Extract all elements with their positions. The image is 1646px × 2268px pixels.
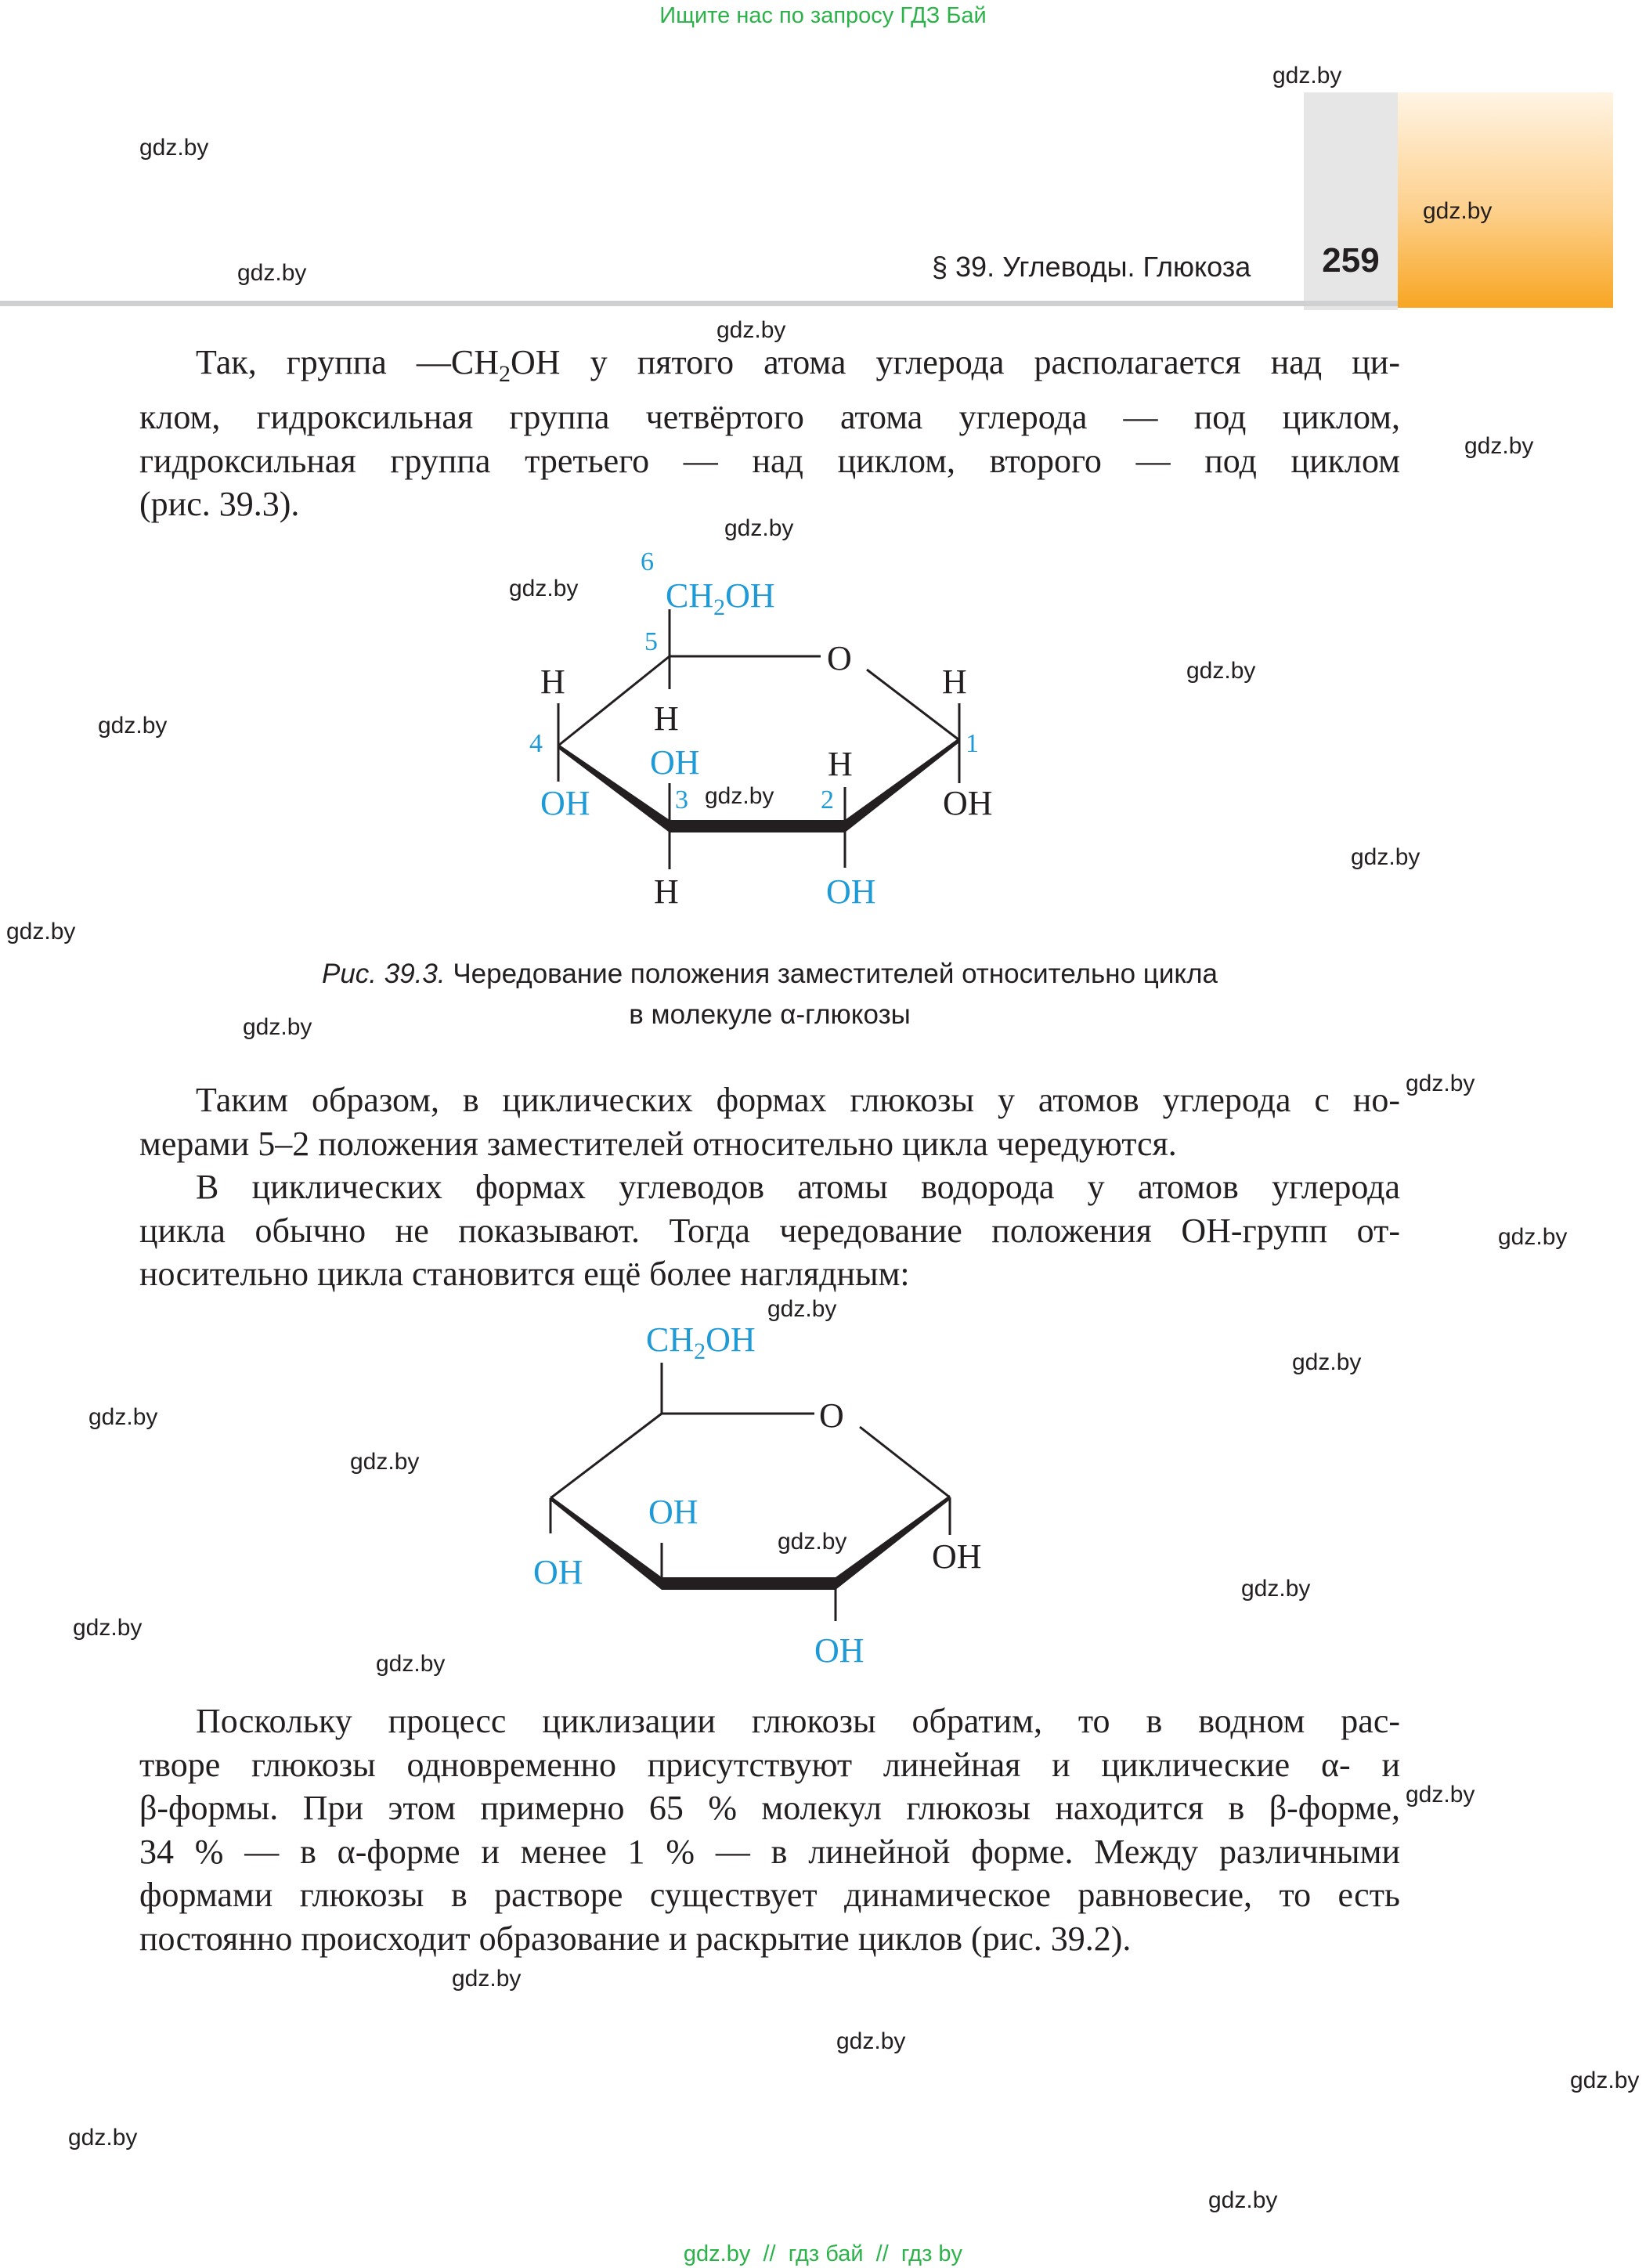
paragraph-1-line-2: клом, гидроксильная группа четвёртого атома углерода — под циклом, xyxy=(139,398,1400,437)
paragraph-3-line-1: В циклических формах углеводов атомы водорода у атомов углерода xyxy=(196,1168,1400,1206)
footer-links[interactable]: gdz.by // гдз бай // гдз by xyxy=(683,2241,963,2266)
paragraph-3-line-2: цикла обычно не показывают. Тогда чередование положения OH-групп от- xyxy=(139,1211,1400,1250)
h-c5-bottom: H xyxy=(654,699,679,738)
watermark: gdz.by xyxy=(724,515,794,541)
watermark: gdz.by xyxy=(1406,1782,1475,1808)
oh-c1: OH xyxy=(943,784,993,822)
watermark: gdz.by xyxy=(1406,1071,1475,1096)
watermark: gdz.by xyxy=(767,1296,837,1322)
watermark: gdz.by xyxy=(1241,1576,1311,1602)
oh-right: OH xyxy=(932,1537,982,1576)
paragraph-2-line-2: мерами 5–2 положения заместителей относительно цикла чередуются. xyxy=(139,1124,1177,1163)
carbon-number-5: 5 xyxy=(644,627,658,656)
section-title: § 39. Углеводы. Глюкоза xyxy=(932,251,1251,283)
oh-bottom: OH xyxy=(814,1631,865,1670)
watermark: gdz.by xyxy=(1292,1349,1362,1375)
watermark: gdz.by xyxy=(836,2028,906,2054)
watermark: gdz.by xyxy=(98,713,168,739)
h-c4-top: H xyxy=(540,663,565,701)
paragraph-4-line-2: творе глюкозы одновременно присутствуют линейная и циклические α- и xyxy=(139,1745,1400,1784)
watermark: gdz.by xyxy=(509,576,579,601)
watermark: gdz.by xyxy=(1208,2187,1278,2213)
watermark: gdz.by xyxy=(88,1404,158,1430)
paragraph-4 xyxy=(139,1699,1400,1960)
watermark: gdz.by xyxy=(6,919,76,944)
watermark: gdz.by xyxy=(139,135,209,161)
figure-glucose-simplified xyxy=(509,1316,1073,1684)
figure-alpha-glucose-structure xyxy=(509,533,1073,924)
h-c1-top: H xyxy=(942,663,967,701)
carbon-number-4: 4 xyxy=(529,729,543,758)
watermark: gdz.by xyxy=(68,2125,138,2151)
watermark: gdz.by xyxy=(376,1651,446,1677)
oh-c2: OH xyxy=(826,872,876,911)
paragraph-4-line-3: β-формы. При этом примерно 65 % молекул глюкозы находится в β-форме, xyxy=(139,1789,1400,1827)
watermark: gdz.by xyxy=(1351,844,1420,870)
paragraph-4-line-4: 34 % — в α-форме и менее 1 % — в линейной форме. Между различными xyxy=(139,1832,1400,1871)
paragraph-1 xyxy=(139,341,1400,526)
page-number: 259 xyxy=(1322,241,1380,280)
watermark: gdz.by xyxy=(237,260,307,286)
paragraph-4-line-1: Поскольку процесс циклизации глюкозы обратим, то в водном рас- xyxy=(196,1702,1400,1740)
formula-ch2oh: $—CH_2OH$ xyxy=(416,343,561,387)
watermark: gdz.by xyxy=(717,317,786,343)
carbon-number-1: 1 xyxy=(966,729,979,758)
caption-label: Рис. 39.3. xyxy=(322,959,446,989)
watermark: gdz.by xyxy=(350,1449,420,1475)
paragraph-4-line-5: формами глюкозы в растворе существует динамическое равновесие, то есть xyxy=(139,1876,1400,1914)
paragraph-1-line-4: (рис. 39.3). xyxy=(139,485,300,524)
carbon-number-3: 3 xyxy=(675,785,688,814)
oh-top-middle: OH xyxy=(648,1493,698,1531)
oh-left: OH xyxy=(533,1553,583,1591)
paragraph-3 xyxy=(139,1165,1400,1296)
watermark: gdz.by xyxy=(1423,198,1493,224)
watermark: gdz.by xyxy=(452,1966,522,1992)
h-c3-bottom: H xyxy=(654,872,679,911)
paragraph-4-line-6: постоянно происходит образование и раскрытие циклов (рис. 39.2). xyxy=(139,1919,1132,1958)
watermark: gdz.by xyxy=(73,1615,143,1641)
caption-line-1: Рис. 39.3. Чередование положения заместителей относительно цикла xyxy=(322,959,1218,989)
paragraph-3-line-3: носительно цикла становится ещё более наглядным: xyxy=(139,1255,910,1293)
paragraph-1-line-3: гидроксильная группа третьего — над циклом, второго — под циклом xyxy=(139,441,1400,480)
watermark: gdz.by xyxy=(1272,63,1342,88)
ring-oxygen: O xyxy=(827,639,852,677)
watermark: gdz.by xyxy=(1464,433,1534,459)
watermark: gdz.by xyxy=(1186,658,1256,684)
h-c2-top: H xyxy=(828,745,853,783)
oh-c4: OH xyxy=(540,784,590,822)
watermark: gdz.by xyxy=(1570,2068,1640,2093)
carbon-number-2: 2 xyxy=(821,785,834,814)
figure-caption xyxy=(139,954,1400,1035)
bold-bond-front xyxy=(662,1577,836,1590)
paragraph-2 xyxy=(139,1078,1400,1165)
paragraph-1-line-1: Так, группа $—CH_2OH$ у пятого атома углерода располагается над ци- xyxy=(196,343,1400,387)
watermark: gdz.by xyxy=(243,1014,312,1040)
header-divider xyxy=(0,301,1398,306)
ch2oh-group: $CH_2OH$ xyxy=(666,576,775,620)
watermark: gdz.by xyxy=(1498,1224,1568,1250)
caption-line-2: в молекуле α-глюкозы xyxy=(629,999,911,1030)
ch2oh-group: $CH_2OH$ xyxy=(646,1320,756,1364)
oh-c3: OH xyxy=(650,743,700,782)
watermark: gdz.by xyxy=(778,1529,847,1555)
bold-bond-c3-c2 xyxy=(670,820,845,832)
ring-oxygen: O xyxy=(819,1396,844,1435)
carbon-number-6: 6 xyxy=(641,547,654,576)
watermark: gdz.by xyxy=(705,783,774,809)
paragraph-2-line-1: Таким образом, в циклических формах глюкозы у атомов углерода с но- xyxy=(196,1081,1400,1119)
top-banner[interactable]: Ищите нас по запросу ГДЗ Бай xyxy=(659,3,987,28)
